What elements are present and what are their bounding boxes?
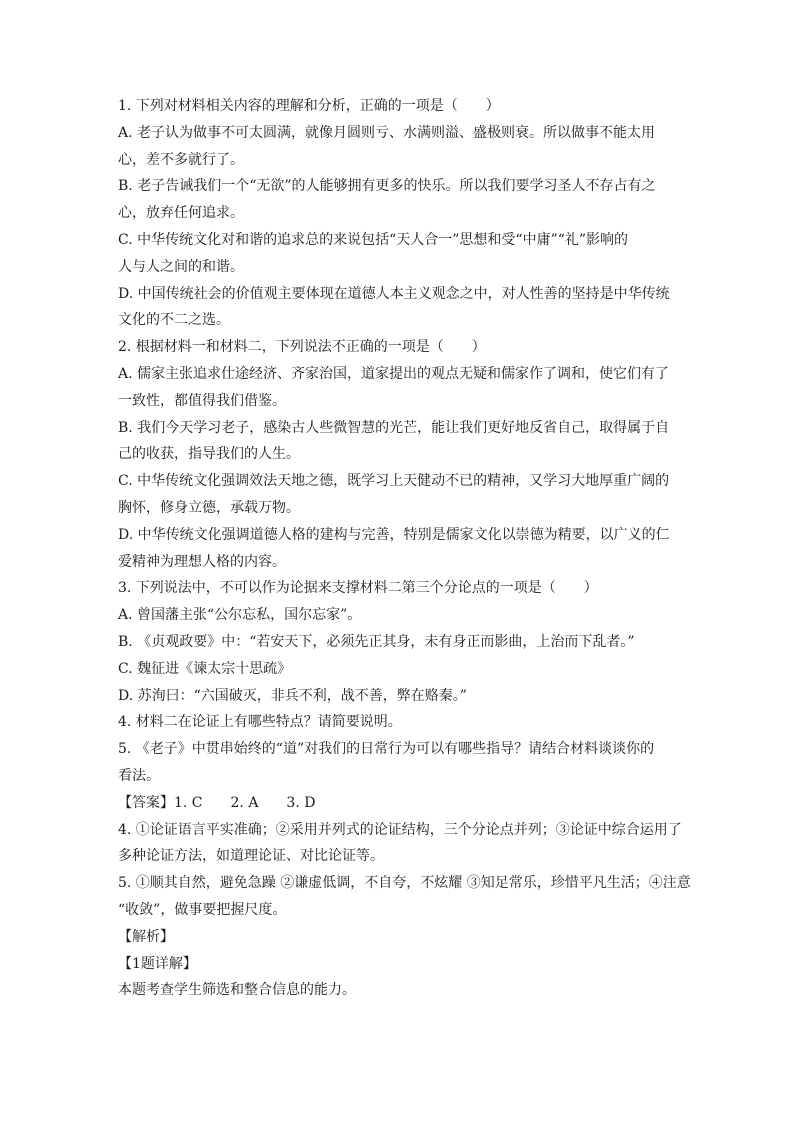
text-line: 【1题详解】 — [118, 955, 197, 972]
text-line: 文化的不二之选。 — [118, 312, 230, 329]
text-line: 本题考查学生筛选和整合信息的能力。 — [118, 982, 356, 999]
text-line: A. 老子认为做事不可太圆满，就像月圆则亏、水满则溢、盛极则衰。所以做事不能太用 — [118, 124, 656, 141]
text-line: A. 儒家主张追求仕途经济、齐家治国，道家提出的观点无疑和儒家作了调和，使它们有了 — [118, 365, 670, 382]
text-line: D. 中国传统社会的价值观主要体现在道德人本主义观念之中，对人性善的坚持是中华传统 — [118, 285, 670, 302]
text-line: 4. 材料二在论证上有哪些特点？请简要说明。 — [118, 714, 402, 731]
text-line: 4. ①论证语言平实准确；②采用并列式的论证结构，三个分论点并列；③论证中综合运用了 — [118, 821, 682, 838]
text-line: 胸怀，修身立德，承载万物。 — [118, 499, 300, 516]
text-line: D. 苏洵曰：“六国破灭，非兵不利，战不善，弊在赂秦。” — [118, 687, 467, 704]
text-line: 【解析】 — [118, 928, 174, 945]
text-line: 【答案】1. C 2. A 3. D — [118, 794, 316, 811]
text-line: 人与人之间的和谐。 — [118, 258, 244, 275]
text-line: 爱精神为理想人格的内容。 — [118, 553, 286, 570]
text-line: 5. ①顺其自然，避免急躁 ②谦虚低调，不自夸，不炫耀 ③知足常乐，珍惜平凡生活；④注意 — [118, 875, 691, 892]
text-line: B. 《贞观政要》中：“若安天下，必须先正其身，未有身正而影曲，上治而下乱者。” — [118, 633, 635, 650]
text-line: C. 魏征进《谏太宗十思疏》 — [118, 660, 292, 677]
text-line: B. 我们今天学习老子，感染古人些微智慧的光芒，能让我们更好地反省自己，取得属于自 — [118, 419, 670, 436]
text-line: 看法。 — [118, 767, 160, 784]
text-line: 心，差不多就行了。 — [118, 151, 244, 168]
text-line: 心，放弃任何追求。 — [118, 205, 244, 222]
text-line: B. 老子告诫我们一个“无欲”的人能够拥有更多的快乐。所以我们要学习圣人不存占有之 — [118, 178, 656, 195]
document-page — [118, 93, 691, 1004]
text-line: 一致性，都值得我们借鉴。 — [118, 392, 286, 409]
text-line: 己的收获，指导我们的人生。 — [118, 446, 300, 463]
text-line: 1. 下列对材料相关内容的理解和分析，正确的一项是（ ） — [118, 98, 500, 114]
text-line: A. 曾国藩主张“公尔忘私，国尔忘家”。 — [118, 607, 362, 624]
text-line: 3. 下列说法中，不可以作为论据来支撑材料二第三个分论点的一项是（ ） — [118, 580, 598, 597]
text-line: 多种论证方法，如道理论证、对比论证等。 — [118, 848, 384, 865]
text-line: C. 中华传统文化对和谐的追求总的来说包括“天人合一”思想和受“中庸”“礼”影响的 — [118, 231, 629, 248]
text-line: C. 中华传统文化强调效法天地之德，既学习上天健动不已的精神，又学习大地厚重广阔的 — [118, 473, 670, 490]
text-line: 2. 根据材料一和材料二，下列说法不正确的一项是（ ） — [118, 339, 486, 356]
text-line: D. 中华传统文化强调道德人格的建构与完善，特别是儒家文化以崇德为精要，以广义的仁 — [118, 526, 670, 543]
text-line: “收敛”，做事要把握尺度。 — [118, 901, 287, 918]
text-line: 5. 《老子》中贯串始终的“道”对我们的日常行为可以有哪些指导？请结合材料谈谈你的 — [118, 741, 655, 758]
